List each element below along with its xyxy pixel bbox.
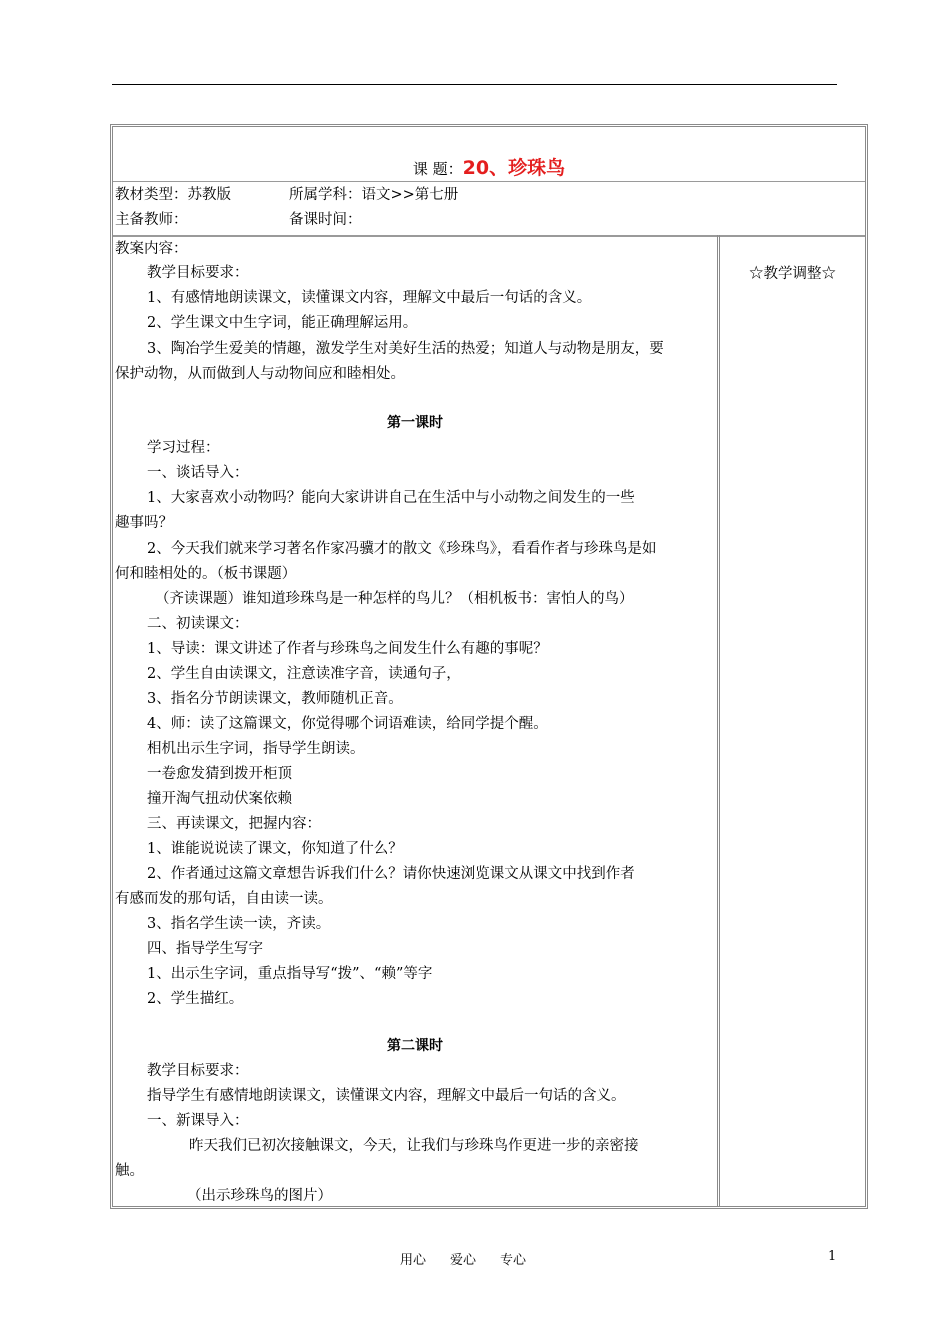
lesson1-line: 1、谁能说说读了课文，你知道了什么？ — [147, 841, 403, 857]
title-row — [113, 127, 865, 182]
lesson1-line: 四、指导学生写字 — [147, 941, 263, 957]
lesson1-line: 1、导读：课文讲述了作者与珍珠鸟之间发生什么有趣的事呢？ — [147, 641, 548, 657]
lesson2-line: 教学目标要求： — [147, 1063, 249, 1079]
title-label: 课 题： — [412, 160, 463, 178]
lesson1-line: 趣事吗？ — [115, 515, 173, 531]
lesson2-line: （出示珍珠鸟的图片） — [187, 1188, 332, 1204]
lesson1-line: 2、学生自由读课文，注意读准字音，读通句子， — [147, 666, 461, 682]
lesson1-title: 第一课时 — [387, 415, 443, 431]
goal-item: 保护动物，从而做到人与动物间应和睦相处。 — [115, 366, 405, 382]
lesson2-line: 一、新课导入： — [147, 1113, 249, 1129]
lesson2-line: 指导学生有感情地朗读课文，读懂课文内容，理解文中最后一句话的含义。 — [147, 1088, 626, 1104]
subject: 所属学科：语文>>第七册 — [289, 187, 459, 203]
content-cell — [113, 235, 720, 1206]
goal-item: 1、有感情地朗读课文，读懂课文内容，理解文中最后一句话的含义。 — [147, 290, 592, 306]
lesson1-line: 一卷愈发猜到拨开柜顶 — [147, 766, 292, 782]
lesson1-line: 3、指名学生读一读，齐读。 — [147, 916, 331, 932]
prep-time: 备课时间： — [289, 212, 362, 228]
goal-item: 2、学生课文中生字词，能正确理解运用。 — [147, 315, 418, 331]
lesson1-line: 4、师：读了这篇课文，你觉得哪个词语难读，给同学提个醒。 — [147, 716, 548, 732]
lesson1-line: 有感而发的那句话，自由读一读。 — [115, 891, 333, 907]
content-intro: 教案内容： — [115, 241, 188, 257]
lesson1-line: （齐读课题）谁知道珍珠鸟是一种怎样的鸟儿？（相机板书：害怕人的鸟） — [155, 591, 634, 607]
title-text: 20、珍珠鸟 — [462, 157, 566, 179]
goal-item: 3、陶冶学生爱美的情趣，激发学生对美好生活的热爱；知道人与动物是朋友，要 — [147, 341, 664, 357]
footer-slogan — [400, 1249, 550, 1268]
lesson2-line: 昨天我们已初次接触课文，今天，让我们与珍珠鸟作更进一步的亲密接 — [189, 1138, 639, 1154]
lesson1-line: 2、学生描红。 — [147, 991, 244, 1007]
lesson1-line: 撞开淘气扭动伏案依赖 — [147, 791, 292, 807]
slogan-word: 用心 — [400, 1253, 427, 1268]
page-number: 1 — [828, 1249, 837, 1264]
lesson1-line: 学习过程： — [147, 440, 220, 456]
lesson1-line: 三、再读课文，把握内容： — [147, 816, 321, 832]
teacher: 主备教师： — [115, 212, 188, 228]
lesson1-line: 2、今天我们就来学习著名作家冯骥才的散文《珍珠鸟》，看看作者与珍珠鸟是如 — [147, 541, 657, 557]
lesson2-line: 触。 — [115, 1163, 144, 1179]
lesson1-line: 相机出示生字词，指导学生朗读。 — [147, 741, 365, 757]
lesson-plan-table — [110, 124, 868, 1209]
slogan-word: 专心 — [500, 1253, 527, 1268]
lesson1-line: 2、作者通过这篇文章想告诉我们什么？请你快速浏览课文从课文中找到作者 — [147, 866, 635, 882]
header-rule — [112, 84, 837, 85]
lesson1-line: 何和睦相处的。（板书课题） — [115, 566, 297, 582]
lesson1-line: 1、出示生字词，重点指导写“拨”、“赖”等字 — [147, 966, 433, 982]
textbook-type: 教材类型：苏教版 — [115, 187, 231, 203]
goal-heading: 教学目标要求： — [147, 265, 249, 281]
lesson2-title: 第二课时 — [387, 1038, 443, 1054]
slogan-word: 爱心 — [450, 1253, 477, 1268]
lesson1-line: 3、指名分节朗读课文，教师随机正音。 — [147, 691, 403, 707]
lesson1-line: 一、谈话导入： — [147, 465, 249, 481]
adjustment-heading: ☆教学调整☆ — [749, 266, 836, 282]
adjustment-cell — [720, 235, 865, 1206]
info-row — [113, 181, 865, 237]
lesson-title — [113, 153, 865, 180]
lesson1-line: 二、初读课文： — [147, 616, 249, 632]
lesson1-line: 1、大家喜欢小动物吗？能向大家讲讲自己在生活中与小动物之间发生的一些 — [147, 490, 635, 506]
